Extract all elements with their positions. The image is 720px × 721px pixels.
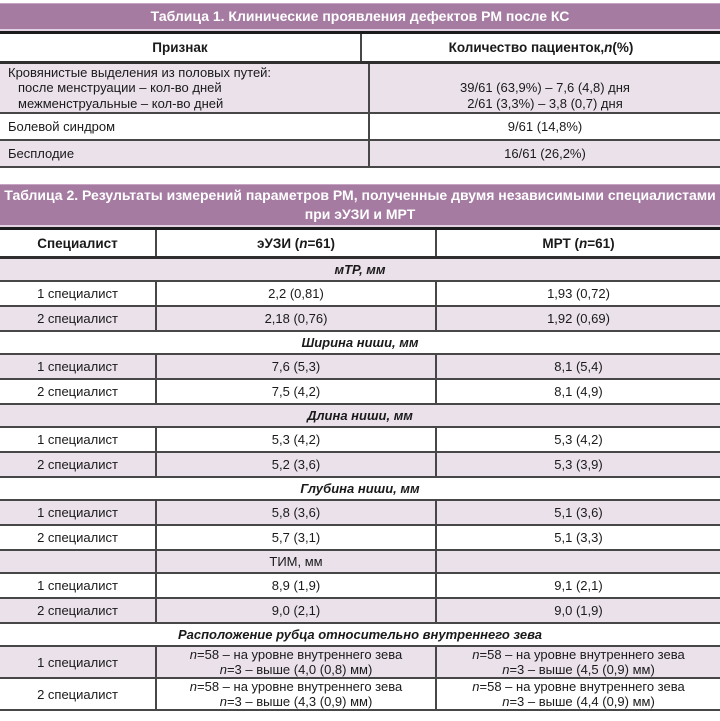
section-heading-depth <box>0 478 720 501</box>
table-row-infertility <box>0 141 720 168</box>
table-2 <box>0 184 720 711</box>
table-row-bleeding <box>0 64 720 114</box>
location-text: =58 – на уровне внутреннего зева <box>479 647 685 662</box>
uzi-value: 5,7 (3,1) <box>155 526 435 549</box>
header-text: =61) <box>307 235 335 251</box>
column-header-specialist: Специалист <box>37 235 118 251</box>
empty-cell <box>0 551 155 572</box>
mri-value: 9,0 (1,9) <box>435 599 720 622</box>
header-text: Количество пациенток, <box>448 40 605 55</box>
section-heading-label: ТИМ, мм <box>155 551 435 572</box>
table-2-header-row <box>0 230 720 259</box>
uzi-value: 5,8 (3,6) <box>155 501 435 524</box>
section-heading-label: Расположение рубца относительно внутреннего зева <box>177 627 543 642</box>
section-heading-label: мТР, мм <box>334 262 386 277</box>
section-heading-label: Глубина ниши, мм <box>300 481 420 496</box>
uzi-value: 2,2 (0,81) <box>155 282 435 305</box>
table-row <box>0 282 720 307</box>
n-symbol: n <box>604 40 613 55</box>
table-1-header-row <box>0 34 720 64</box>
location-text: =3 – выше (4,0 (0,8) мм) <box>226 662 373 677</box>
section-heading-label: Длина ниши, мм <box>307 408 413 423</box>
empty-cell <box>435 551 720 572</box>
mri-value <box>435 647 720 677</box>
column-header-mri <box>435 230 720 256</box>
location-text: =58 – на уровне внутреннего зева <box>197 679 403 694</box>
location-text: =58 – на уровне внутреннего зева <box>479 679 685 694</box>
uzi-value: 7,5 (4,2) <box>155 380 435 403</box>
column-header-feature: Признак <box>152 40 208 55</box>
n-symbol: n <box>578 235 588 251</box>
n-symbol: n <box>189 647 198 662</box>
specialist-label: 1 специалист <box>37 654 118 670</box>
location-line <box>472 647 684 662</box>
location-line <box>502 694 655 709</box>
specialist-label: 2 специалист <box>37 686 118 702</box>
feature-line: Кровянистые выделения из половых путей: <box>8 64 272 80</box>
count-cell <box>368 64 720 112</box>
table-row <box>0 453 720 478</box>
table-1-title-bar <box>0 3 720 31</box>
section-heading-tim <box>0 551 720 574</box>
table-2-title-line1: Таблица 2. Результаты измерений параметров РМ, полученные двумя независимыми специалистами <box>4 187 716 203</box>
feature-cell: Болевой синдром <box>8 119 116 134</box>
header-text: МРТ ( <box>542 235 579 251</box>
mri-value: 9,1 (2,1) <box>435 574 720 597</box>
location-line <box>220 694 373 709</box>
mri-value: 5,1 (3,6) <box>435 501 720 524</box>
table-row <box>0 599 720 624</box>
feature-cell: Бесплодие <box>8 146 75 161</box>
uzi-value: 7,6 (5,3) <box>155 355 435 378</box>
specialist-label: 2 специалист <box>37 384 118 399</box>
section-heading-location <box>0 624 720 647</box>
location-text: =3 – выше (4,4 (0,9) мм) <box>509 694 655 709</box>
uzi-value: 5,2 (3,6) <box>155 453 435 476</box>
n-symbol: n <box>189 679 198 694</box>
specialist-label: 2 специалист <box>37 530 118 545</box>
location-text: =3 – выше (4,5 (0,9) мм) <box>509 662 655 677</box>
specialist-label: 2 специалист <box>37 603 118 618</box>
location-text: =58 – на уровне внутреннего зева <box>197 647 403 662</box>
n-symbol: n <box>472 647 480 662</box>
n-symbol: n <box>299 235 308 251</box>
location-text: =3 – выше (4,3 (0,9) мм) <box>226 694 373 709</box>
location-line <box>472 679 684 694</box>
specialist-label: 1 специалист <box>37 578 118 593</box>
mri-value: 5,3 (4,2) <box>435 428 720 451</box>
table-row-pain <box>0 114 720 141</box>
n-symbol: n <box>472 679 480 694</box>
column-header-uzi <box>155 230 435 256</box>
n-symbol: n <box>502 662 510 677</box>
mri-value: 8,1 (5,4) <box>435 355 720 378</box>
count-cell: 16/61 (26,2%) <box>368 141 720 166</box>
n-symbol: n <box>219 694 227 709</box>
uzi-value: 5,3 (4,2) <box>155 428 435 451</box>
location-line <box>502 662 655 677</box>
table-row <box>0 526 720 551</box>
uzi-value <box>155 647 435 677</box>
specialist-label: 1 специалист <box>37 432 118 447</box>
count-line: 39/61 (63,9%) – 7,6 (4,8) дня <box>460 80 630 95</box>
table-row <box>0 428 720 453</box>
table-row <box>0 501 720 526</box>
table-row <box>0 307 720 332</box>
table-row <box>0 647 720 679</box>
specialist-label: 2 специалист <box>37 457 118 472</box>
specialist-label: 2 специалист <box>37 311 118 326</box>
specialist-label: 1 специалист <box>37 286 118 301</box>
count-cell: 9/61 (14,8%) <box>368 114 720 139</box>
table-1 <box>0 3 720 168</box>
mri-value: 5,1 (3,3) <box>435 526 720 549</box>
n-symbol: n <box>502 694 510 709</box>
n-symbol: n <box>219 662 227 677</box>
uzi-value <box>155 679 435 709</box>
section-heading-width <box>0 332 720 355</box>
table-row <box>0 679 720 711</box>
count-line: 2/61 (3,3%) – 3,8 (0,7) дня <box>467 95 623 111</box>
specialist-label: 1 специалист <box>37 359 118 374</box>
header-text: (%) <box>612 40 634 55</box>
location-line <box>220 662 373 677</box>
page <box>0 3 720 721</box>
location-line <box>190 647 402 662</box>
table-row <box>0 355 720 380</box>
header-text: эУЗИ ( <box>257 235 300 251</box>
section-heading-mtr <box>0 259 720 282</box>
specialist-label: 1 специалист <box>37 505 118 520</box>
mri-value <box>435 679 720 709</box>
mri-value: 1,93 (0,72) <box>435 282 720 305</box>
mri-value: 8,1 (4,9) <box>435 380 720 403</box>
location-line <box>190 679 402 694</box>
feature-subline: межменструальные – кол-во дней <box>18 95 224 111</box>
uzi-value: 2,18 (0,76) <box>155 307 435 330</box>
table-1-title: Таблица 1. Клинические проявления дефектов РМ после КС <box>150 8 570 24</box>
section-heading-length <box>0 405 720 428</box>
table-2-title-line2: при эУЗИ и МРТ <box>304 206 416 222</box>
table-row <box>0 380 720 405</box>
table-2-title-bar <box>0 184 720 227</box>
mri-value: 5,3 (3,9) <box>435 453 720 476</box>
feature-subline: после менструации – кол-во дней <box>18 80 222 96</box>
column-header-count <box>360 34 720 61</box>
feature-cell <box>0 64 368 112</box>
uzi-value: 8,9 (1,9) <box>155 574 435 597</box>
uzi-value: 9,0 (2,1) <box>155 599 435 622</box>
header-text: =61) <box>587 235 615 251</box>
section-heading-label: Ширина ниши, мм <box>301 335 419 350</box>
mri-value: 1,92 (0,69) <box>435 307 720 330</box>
table-row <box>0 574 720 599</box>
